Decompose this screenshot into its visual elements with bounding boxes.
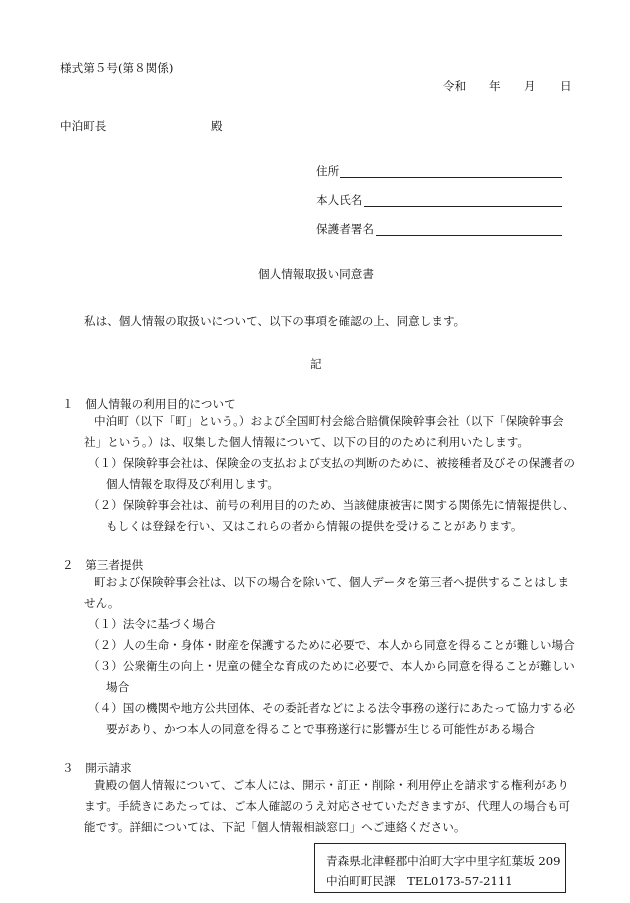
paragraph-line: 町および保険幹事会社は、以下の場合を除いて、個人データを第三者へ提供することはしま	[94, 575, 570, 589]
form-number: 様式第５号(第８関係)	[60, 61, 174, 75]
date-month: 月	[524, 79, 536, 93]
contact-box	[314, 843, 566, 893]
section-heading: ３ 開示請求	[62, 761, 132, 775]
list-item: （２）保険幹事会社は、前号の利用目的のため、当該健康被害に関する関係先に情報提供し、	[88, 498, 575, 512]
field-underline	[340, 177, 562, 178]
section-heading: ２ 第三者提供	[62, 558, 144, 572]
list-item-continuation: 場合	[106, 680, 130, 694]
list-item: （４）国の機関や地方公共団体、その委託者などによる法令事務の遂行にあたって協力する必	[88, 701, 575, 715]
field-underline	[364, 206, 562, 207]
list-item: （２）人の生命・身体・財産を保護するために必要で、本人から同意を得ることが難しい場合	[88, 638, 575, 652]
list-item: （１）保険幹事会社は、保険金の支払および支払の判断のために、被接種者及びその保護者の	[88, 456, 575, 470]
list-item-continuation: 要があり、かつ本人の同意を得ることで事務遂行に影響が生じる可能性がある場合	[106, 722, 535, 736]
paragraph-line: 貴殿の個人情報について、ご本人には、開示・訂正・削除・利用停止を請求する権利があり	[94, 778, 569, 792]
field-label: 住所	[316, 164, 340, 178]
field-label: 本人氏名	[316, 193, 363, 207]
contact-address: 青森県北津軽郡中泊町大字中里字紅葉坂 209	[326, 854, 561, 868]
field-underline	[376, 235, 562, 236]
list-item: （１）法令に基づく場合	[88, 617, 216, 631]
paragraph-line: 能です。詳細については、下記「個人情報相談窓口」へご連絡ください。	[84, 820, 466, 834]
document-title: 個人情報取扱い同意書	[258, 267, 374, 281]
addressee-honorific: 殿	[211, 119, 223, 133]
addressee-name: 中泊町長	[60, 119, 107, 133]
paragraph-line: 中泊町（以下「町」という。）および全国町村会総合賠償保険幹事会社（以下「保険幹事会	[94, 414, 564, 428]
paragraph-line: せん。	[84, 596, 120, 610]
list-item-continuation: もしくは登録を行い、又はこれらの者から情報の提供を受けることがあります。	[106, 519, 523, 533]
note-mark: 記	[310, 357, 322, 371]
list-item-continuation: 個人情報を取得及び利用します。	[106, 477, 279, 491]
section-heading: １ 個人情報の利用目的について	[62, 397, 236, 411]
paragraph-line: ます。手続きにあたっては、ご本人確認のうえ対応させていただきますが、代理人の場合も可	[84, 799, 571, 813]
paragraph-line: 社」という。）は、収集した個人情報について、以下の目的のために利用いたします。	[84, 435, 529, 449]
date-era: 令和	[443, 79, 467, 93]
intro-text: 私は、個人情報の取扱いについて、以下の事項を確認の上、同意します。	[84, 314, 466, 328]
field-label: 保護者署名	[316, 222, 374, 236]
list-item: （３）公衆衛生の向上・児童の健全な育成のために必要で、本人から同意を得ることが難しい	[88, 659, 575, 673]
contact-office: 中泊町町民課 TEL0173-57-2111	[326, 874, 513, 888]
date-day: 日	[560, 79, 572, 93]
date-year: 年	[489, 79, 501, 93]
